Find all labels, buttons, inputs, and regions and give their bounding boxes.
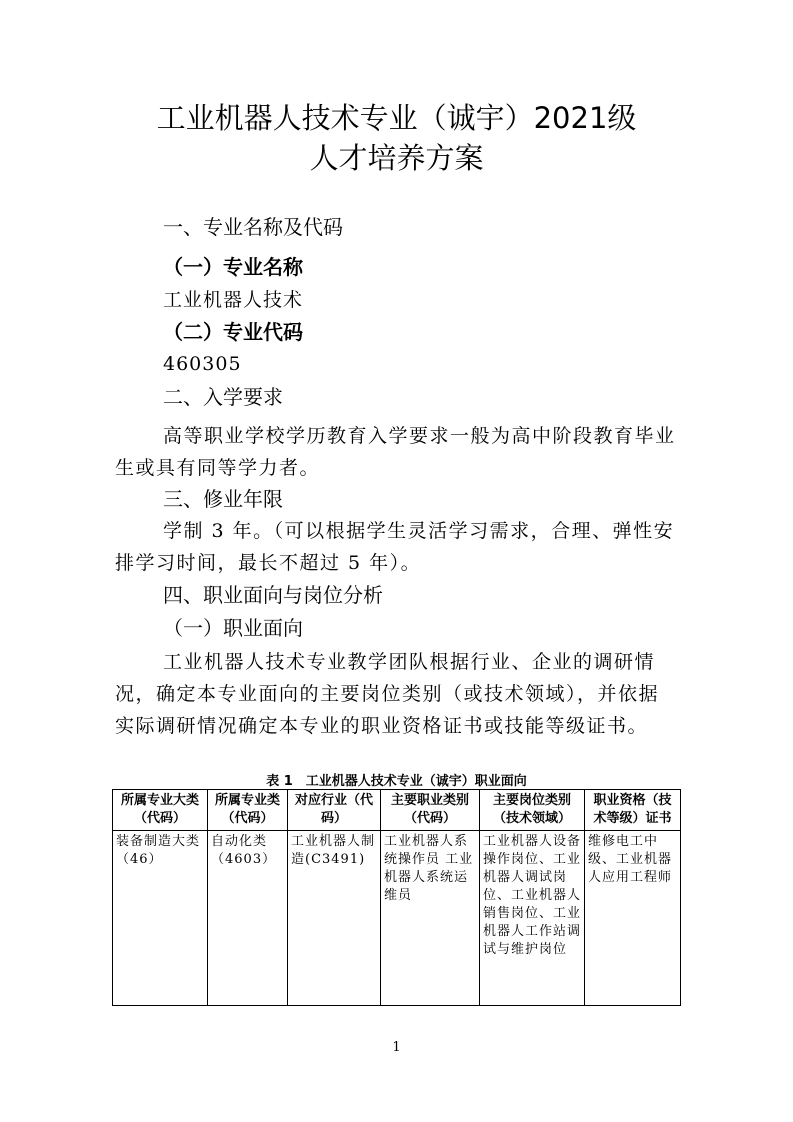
duration-text: 学制 3 年。（可以根据学生灵活学习需求，合理、弹性安排学习时间，最长不超过 5 年）。 xyxy=(115,520,675,574)
section-3-heading: 三、修业年限 xyxy=(163,487,283,511)
major-name-value: 工业机器人技术 xyxy=(163,289,304,311)
table-header-row xyxy=(113,790,681,831)
admission-text: 高等职业学校学历教育入学要求一般为高中阶段教育毕业生或具有同等学力者。 xyxy=(115,425,676,479)
doc-title-line2: 人才培养方案 xyxy=(309,141,484,175)
major-code-heading: （二）专业代码 xyxy=(163,320,303,344)
table-cell: 工业机器人设备操作岗位、工业机器人调试岗位、工业机器人销售岗位、工业机器人工作站调试与维护岗位 xyxy=(480,831,585,1006)
table-cell: 工业机器人制造(C3491) xyxy=(288,831,381,1006)
table-cell: 维修电工中级、工业机器人应用工程师 xyxy=(585,831,681,1006)
career-table xyxy=(112,789,681,1006)
career-orientation-heading: （一）职业面向 xyxy=(163,616,303,640)
table-header-cell: 所属专业类（代码） xyxy=(208,790,288,831)
section-1-heading: 一、专业名称及代码 xyxy=(163,215,343,239)
doc-title-line1: 工业机器人技术专业（诚宇）2021级 xyxy=(156,101,637,135)
table-header-cell: 职业资格（技术等级）证书 xyxy=(585,790,681,831)
table-header-cell: 对应行业（代码） xyxy=(288,790,381,831)
page-number: 1 xyxy=(392,1040,401,1055)
major-name-heading: （一）专业名称 xyxy=(163,255,303,279)
table-cell: 工业机器人系统操作员 工业机器人系统运维员 xyxy=(381,831,480,1006)
career-orientation-text: 工业机器人技术专业教学团队根据行业、企业的调研情况，确定本专业面向的主要岗位类别（或技术领域），并依据实际调研情况确定本专业的职业资格证书或技能等级证书。 xyxy=(115,651,660,737)
table-caption: 表 1 工业机器人技术专业（诚宇）职业面向 xyxy=(266,774,527,789)
table-cell: 装备制造大类（46） xyxy=(113,831,208,1006)
table-header-cell: 主要岗位类别（技术领域） xyxy=(480,790,585,831)
table-header-cell: 所属专业大类（代码） xyxy=(113,790,208,831)
table-header-cell: 主要职业类别（代码） xyxy=(381,790,480,831)
table-row xyxy=(113,831,681,1006)
table-cell: 自动化类（4603） xyxy=(208,831,288,1006)
section-2-heading: 二、入学要求 xyxy=(163,385,283,409)
major-code-value: 460305 xyxy=(163,353,242,375)
section-4-heading: 四、职业面向与岗位分析 xyxy=(163,583,383,607)
